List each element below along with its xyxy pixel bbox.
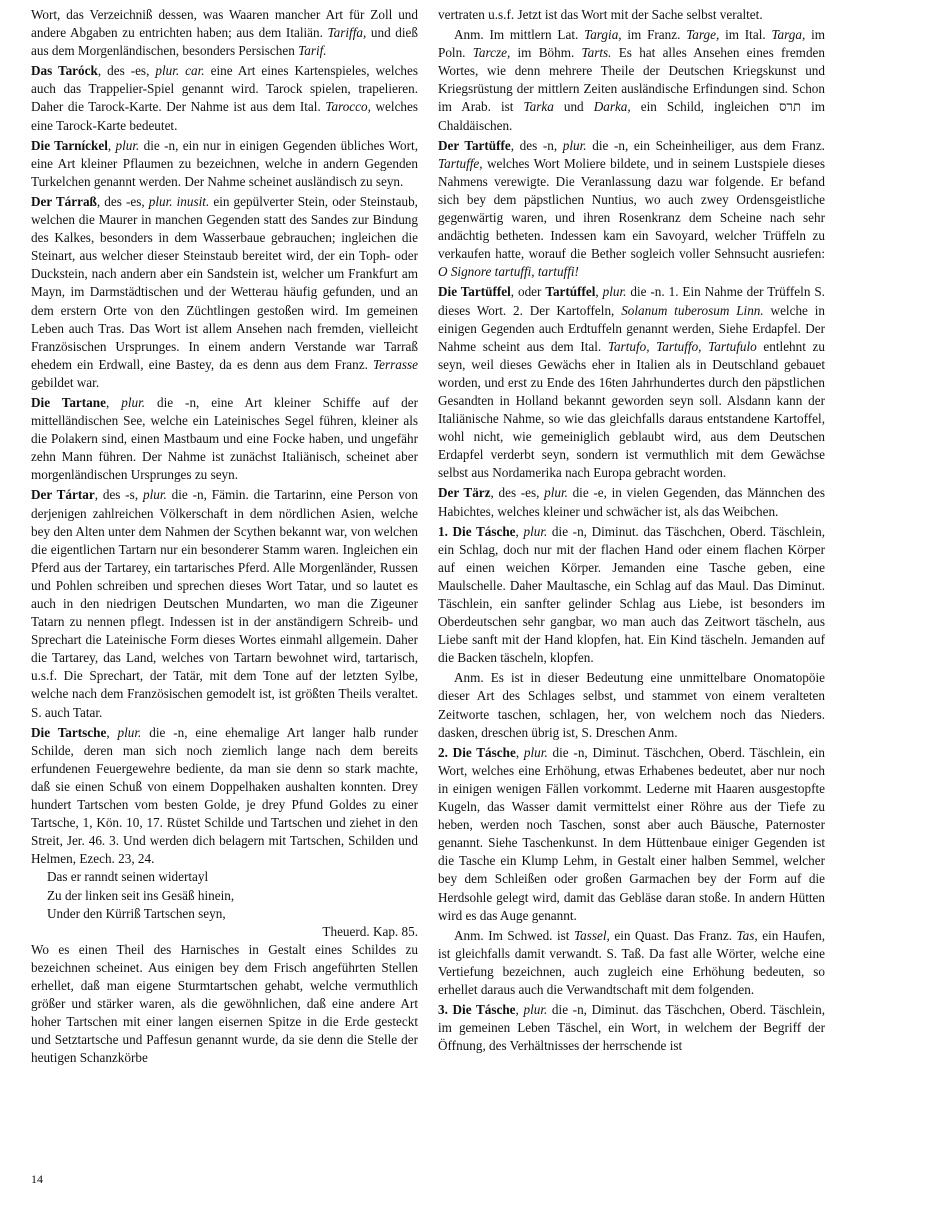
- text-run: im Franz.: [621, 27, 687, 43]
- text-run: und: [553, 99, 594, 115]
- headword: Das Taróck: [31, 63, 98, 79]
- entry-tasche-2: [438, 744, 825, 925]
- italic-term: Targia,: [584, 27, 622, 43]
- text-run: Es hat alles Ansehen eines fremden Wortes, wie denn mehrere Theile der Deutschen Kriegskunst und Kriegsrüstung der mittlern Zeiten ausländische Erfindungen sind. Schon im Arab. ist: [438, 45, 825, 115]
- text-run: die -n, eine Art kleiner Schiffe auf der mittelländischen See, welche ein Lateinisches Segel führen, kleiner als die Polakern sind, einen Mastbaum und eine Focke haben, und ungefähr zehn Mann führen. Der Nahme ist zunächst Italiänisch, scheinet aber morgenländischen Ursprunges zu seyn.: [31, 394, 419, 483]
- text-run: ,: [107, 137, 116, 153]
- text-run: , oder: [510, 284, 546, 300]
- headword: Der Tärz: [438, 485, 491, 501]
- italic-term: Tarka: [523, 99, 554, 115]
- text-run: welches Wort Moliere bildete, und in seinem Lustspiele dieses Nahmens verewigte. Die Veranlassung dazu war folgende. Er befand sich bey dem päpstlichen Nuntius, wo auch zwey Ordensgeistliche gegenwärtig waren, und ihren Rosenkranz dem Scheine nach sehr andächtig betheten. Indessen kam ein Savoyard, welcher Trüffeln zu verkaufen hatte, worauf die Bether sogleich voller Sehnsucht ausriefen:: [438, 155, 825, 262]
- left-column: [31, 6, 418, 1067]
- italic-term: plur.: [523, 523, 548, 539]
- italic-term: plur. inusit.: [148, 193, 210, 209]
- text-run: entlehnt zu seyn, weil dieses Gewächs eher in Italien als in Deutschland gebauet worden, und erst zu Ende des 16ten Jahrhundertes durch den päpstlichen Gesandten in Holland bekannt geworden seyn soll. Alsdann kann der Italiänische Nahme, so wie das gleichfalls daraus entstandene Kartoffel, wohl nicht, wie gemeiniglich geblaubt wird, aus dem Deutschen Erdapfel verderbt seyn, sondern ist vermuthlich mit dem Gewächse selbst aus Nordamerika nach Europa gebracht worden.: [438, 338, 825, 481]
- verse-source: Theuerd. Kap. 85.: [322, 923, 418, 939]
- italic-term: Darka,: [593, 99, 631, 115]
- headword: Tartúffel: [545, 284, 596, 300]
- italic-term: plur.: [602, 284, 627, 300]
- text-run: ,: [105, 394, 122, 410]
- page-number: 14: [31, 1172, 43, 1186]
- italic-term: Tartufo, Tartuffo, Tartufulo: [607, 338, 757, 354]
- right-column: [438, 6, 825, 1055]
- italic-term: plur.: [523, 1002, 548, 1018]
- text-run: die -n, eine ehemalige Art langer halb runder Schilde, deren man sich noch ziemlich lange nach dem bereits erfundenen Feuergewehre bediente, da man sie denn so stark machte, daß sie einen Schuß von einem Doppelhaken aushalten konnten. Drey hundert Tartschen vom besten Golde, je drey Pfund Goldes zu einer Tartsche, 1, Kön. 10, 17. Rüstet Schilde und Tartschen und ziehet in den Streit, Jer. 46. 3. Und werden dich belagern mit Tartschen, Schilden und Helmen, Ezech. 23, 24.: [31, 724, 419, 867]
- text-run: die -n. 1. Ein Nahme der Trüffeln S. dieses Wort. 2. Der Kartoffeln,: [438, 284, 825, 318]
- text-run: die -n, Diminut. das Täschchen, Oberd. Täschlein, ein Schlag, doch nur mit der flachen Hand oder einem flachen Körper auf einen weichen Körper. Jemanden eine Tasche geben, eine Maulschelle. Daher Maultasche, ein Schlag auf das Maul. Das Diminut. Täschlein, ein sanfter gelinder Schlag aus Liebe, ist besonders im Oberdeutschen sehr gangbar, wo man auch das Zeitwort täscheln, aus Liebe sanft mit der Hand klopfen, hat. Ein Kind täscheln. Jemanden auf die Backen täscheln, klopfen.: [438, 523, 825, 666]
- text-run: ein Schild, ingleichen תרס im Chaldäischen.: [438, 99, 825, 133]
- headword: Die Tartüffel: [438, 284, 511, 300]
- entry-tartar: [31, 486, 418, 721]
- text-run: ,: [515, 1002, 524, 1018]
- entry-tartane: [31, 394, 418, 484]
- italic-term: O Signore tartuffi, tartuffi!: [438, 264, 579, 280]
- text-run: im Böhm.: [510, 45, 582, 61]
- verse-quote: [31, 868, 418, 922]
- text-run: , des -n,: [510, 137, 563, 153]
- italic-term: plur.: [117, 724, 142, 740]
- note-tasche-2: [438, 927, 825, 999]
- entry-tartsche-continuation: Wo es einen Theil des Harnisches in Gestalt eines Schildes zu bezeichnen scheinet. Aus einigen bey dem Frisch angeführten Stellen erhellet, daß man eigene Sturmtartschen gehabt, welche vermuthlich größer und stärker waren, als die gewöhnlichen, daß eine andere Art hoher Tartschen mit einer langen eisernen Spitze in die Erde gesteckt und Setztartsche und Paffesun genannt wurde, da sie denn die Stelle der heutigen Schanzkörbe: [31, 941, 418, 1066]
- italic-term: Tarts.: [581, 45, 612, 61]
- entry-tartsche: [31, 724, 418, 869]
- text-run: die -e, in vielen Gegenden, das Männchen des Habichtes, welches kleiner und schwächer ist, als das Weibchen.: [438, 485, 825, 519]
- text-run: , des -es,: [96, 193, 149, 209]
- entry-tarock: [31, 62, 418, 134]
- headword: Der Tártar: [31, 487, 95, 503]
- text-run: , des -s,: [94, 487, 143, 503]
- text-run: im Poln.: [438, 27, 825, 61]
- italic-term: plur. car.: [155, 63, 205, 79]
- italic-term: Tassel,: [574, 927, 610, 943]
- entry-tartsche-end: vertraten u.s.f. Jetzt ist das Wort mit der Sache selbst veraltet.: [438, 7, 763, 22]
- note-tasche-1: Anm. Es ist in dieser Bedeutung eine unmittelbare Onomatopöie dieser Art des Schlages selbst, und stammet von einem veralteten Zeitworte taschen, schlagen, her, von welchem noch das Nieders. dasken, dreschen übrig ist, S. Dreschen Anm.: [438, 670, 825, 740]
- text-run: Anm. Im mittlern Lat.: [454, 27, 585, 43]
- text-run: , des -es,: [490, 485, 545, 501]
- note-tartsche: [438, 26, 825, 135]
- italic-term: Solanum tuberosum Linn.: [621, 302, 764, 318]
- text-run: welche in einigen Gegenden auch Erdtuffeln genannt werden, Siehe Erdapfel. Der Nahme scheint aus dem Ital.: [438, 302, 825, 354]
- verse-line: Zu der linken seit ins Gesäß hinein,: [47, 887, 235, 903]
- text-run: eine Art eines Kartenspieles, welches auch das Trappelier-Spiel genannt wird. Tarock spielen, trapelieren. Daher die Tarock-Karte. Der Nahme ist aus dem Ital.: [31, 63, 419, 115]
- italic-term: Terrasse: [373, 356, 418, 372]
- italic-term: Tarocco,: [325, 99, 371, 115]
- headword: 2. Die Tásche: [438, 744, 516, 760]
- text-run: Wort, das Verzeichniß dessen, was Waaren mancher Art für Zoll und andere Abgaben zu entrichten haben; aus dem Italiän.: [31, 7, 418, 41]
- verse-line: Under den Kürriß Tartschen seyn,: [47, 905, 226, 921]
- text-run: die -n, Diminut. das Täschchen, Oberd. Täschlein, im gemeinen Leben Täschel, ein Wort, in welchem der Begriff der Öffnung, des Verhältnisses der herrschende ist: [438, 1002, 825, 1054]
- entry-tasche-3: [438, 1001, 825, 1055]
- text-run: ,: [595, 284, 603, 300]
- text-run: ein gepülverter Stein, oder Steinstaub, welchen die Maurer in manchen Gegenden statt des Sandes zur Bindung des Kalkes, besonders in dem Wasserbaue gebrauchen; ingleichen die Steinart, aus welcher dieser Steinstaub bereitet wird, der ein Toph- oder Duckstein, nach andern aber ein Sandstein ist, welcher um Frankfurt am Mayn, im Darmstädtischen und der Wetterau häufig gefunden, und an dem erstern Orte von den Züchtlingen gestoßen wird. Im gemeinen Leben auch Tras. Das Wort ist allem Ansehen nach fremden, vielleicht Französischen Ursprunges. In einem andern Verstande war Tarraß ehedem ein Erdwall, eine Bastey, da es denn aus dem Franz.: [31, 193, 418, 372]
- entry-tartuffe: [438, 137, 825, 282]
- italic-term: Tartuffe,: [438, 155, 483, 171]
- entry-tarrass: [31, 193, 418, 392]
- italic-term: Targa,: [771, 27, 806, 43]
- verse-line: Das er ranndt seinen widertayl: [47, 869, 209, 885]
- headword: 3. Die Tásche: [438, 1002, 516, 1018]
- headword: Der Tartüffe: [438, 137, 511, 153]
- italic-term: Tariffa,: [327, 25, 367, 41]
- text-run: die -n, ein Scheinheiliger, aus dem Franz.: [586, 137, 825, 153]
- text-run: ,: [515, 744, 524, 760]
- text-run: die -n, Fämin. die Tartarinn, eine Person von derjenigen zahlreichen Völkerschaft in dem nördlichen Asien, welche bey den Alten unter dem Nahmen der Scythen bekannt war, von welchen die eigentlichen Tartarn nur ein besonderer Stamm waren. Ingleichen ein Pferd aus der Tartarey, ein tartarisches Pferd. Alle Morgenländer, Russen und Pohlen schreiben und sprechen dieses Wort Tatar, und so lautet es auch in den niedrigen Deutschen Mundarten, wo man die Zigeuner Tatarn zu nennen pflegt. Indessen ist in der anständigern Schreib- und Sprechart die Lateinische Form dieses Wortes einmahl allgemein. Daher die Tartarey, das Land, welches von Tartarn bewohnet wird, tartarisch, u.s.f. Die Sprechart, der Tatär, mit dem Tone auf der letzten Sylbe, welche nach dem Französischen gemodelt ist, ist größten Theils veraltet. S. auch Tatar.: [31, 487, 418, 720]
- text-run: ,: [106, 724, 118, 740]
- headword: Die Tartsche: [31, 724, 107, 740]
- text-run: , des -es,: [97, 63, 156, 79]
- italic-term: plur.: [562, 137, 587, 153]
- italic-term: plur.: [544, 485, 568, 501]
- italic-term: plur.: [523, 744, 548, 760]
- entry-tartuffel: [438, 283, 825, 482]
- italic-term: plur.: [115, 137, 140, 153]
- headword: Die Tarníckel: [31, 137, 108, 153]
- text-run: ein Haufen, ist gleichfalls damit verwandt. S. Taß. Da fast alle Wörter, welche eine Vertiefung bezeichnen, auch zugleich eine Erhöhung bedeuten, so erhellet daraus auch die Verwandtschaft mit dem folgenden.: [438, 927, 826, 997]
- text-run: gebildet war.: [31, 374, 100, 390]
- text-run: die -n, Diminut. Täschchen, Oberd. Täschlein, ein Wort, welches eine Erhöhung, etwas Erhabenes bedeutet, aber nur noch in einigen wenigen Fällen vorkommt. Lederne mit Haaren ausgestopfte Kugeln, das Wasser damit vermittelst einer Röhre aus der Tiefe zu heben, werden noch Taschen, sonst aber auch Bäusche, Paternoster genannt. Siehe Taschenkunst. In dem Hüttenbaue einiger Gegenden ist die Tasche ein Klump Lehm, in Gestalt einer halben Semmel, welcher bey dem Schleißen oder großen Garmachen bey der Form auf die Herdsohle gelegt wird, damit das Gebläse daran stoße. In andern Hütten wird es das Auge genannt.: [438, 744, 826, 923]
- text-run: im Ital.: [719, 27, 772, 43]
- headword: Die Tartane: [31, 394, 106, 410]
- italic-term: Targe,: [686, 27, 720, 43]
- text-run: und dieß aus dem Morgenländischen, besonders Persischen: [31, 25, 418, 59]
- headword: 1. Die Tásche: [438, 523, 516, 539]
- entry-tarz: [438, 484, 825, 520]
- italic-term: Tas,: [736, 927, 758, 943]
- text-run: die -n, ein nur in einigen Gegenden übliches Wort, eine Art kleiner Pflaumen zu bezeichnen, welche in andern Gegenden Turkelchen genannt werden. Der Nahme scheinet ausländisch zu seyn.: [31, 137, 418, 189]
- headword: Der Tárraß: [31, 193, 97, 209]
- entry-tarnickel: [31, 137, 418, 191]
- text-run: Anm. Im Schwed. ist: [454, 927, 575, 943]
- italic-term: Tarcze,: [472, 45, 511, 61]
- entry-tasche-1: [438, 523, 825, 668]
- text-run: welches eine Tarock-Karte bedeutet.: [31, 99, 418, 133]
- text-run: ein Quast. Das Franz.: [609, 927, 737, 943]
- entry-tarif-continuation: [31, 6, 418, 60]
- italic-term: Tarif.: [298, 43, 327, 59]
- italic-term: plur.: [121, 394, 146, 410]
- italic-term: plur.: [142, 487, 167, 503]
- text-run: ,: [515, 523, 524, 539]
